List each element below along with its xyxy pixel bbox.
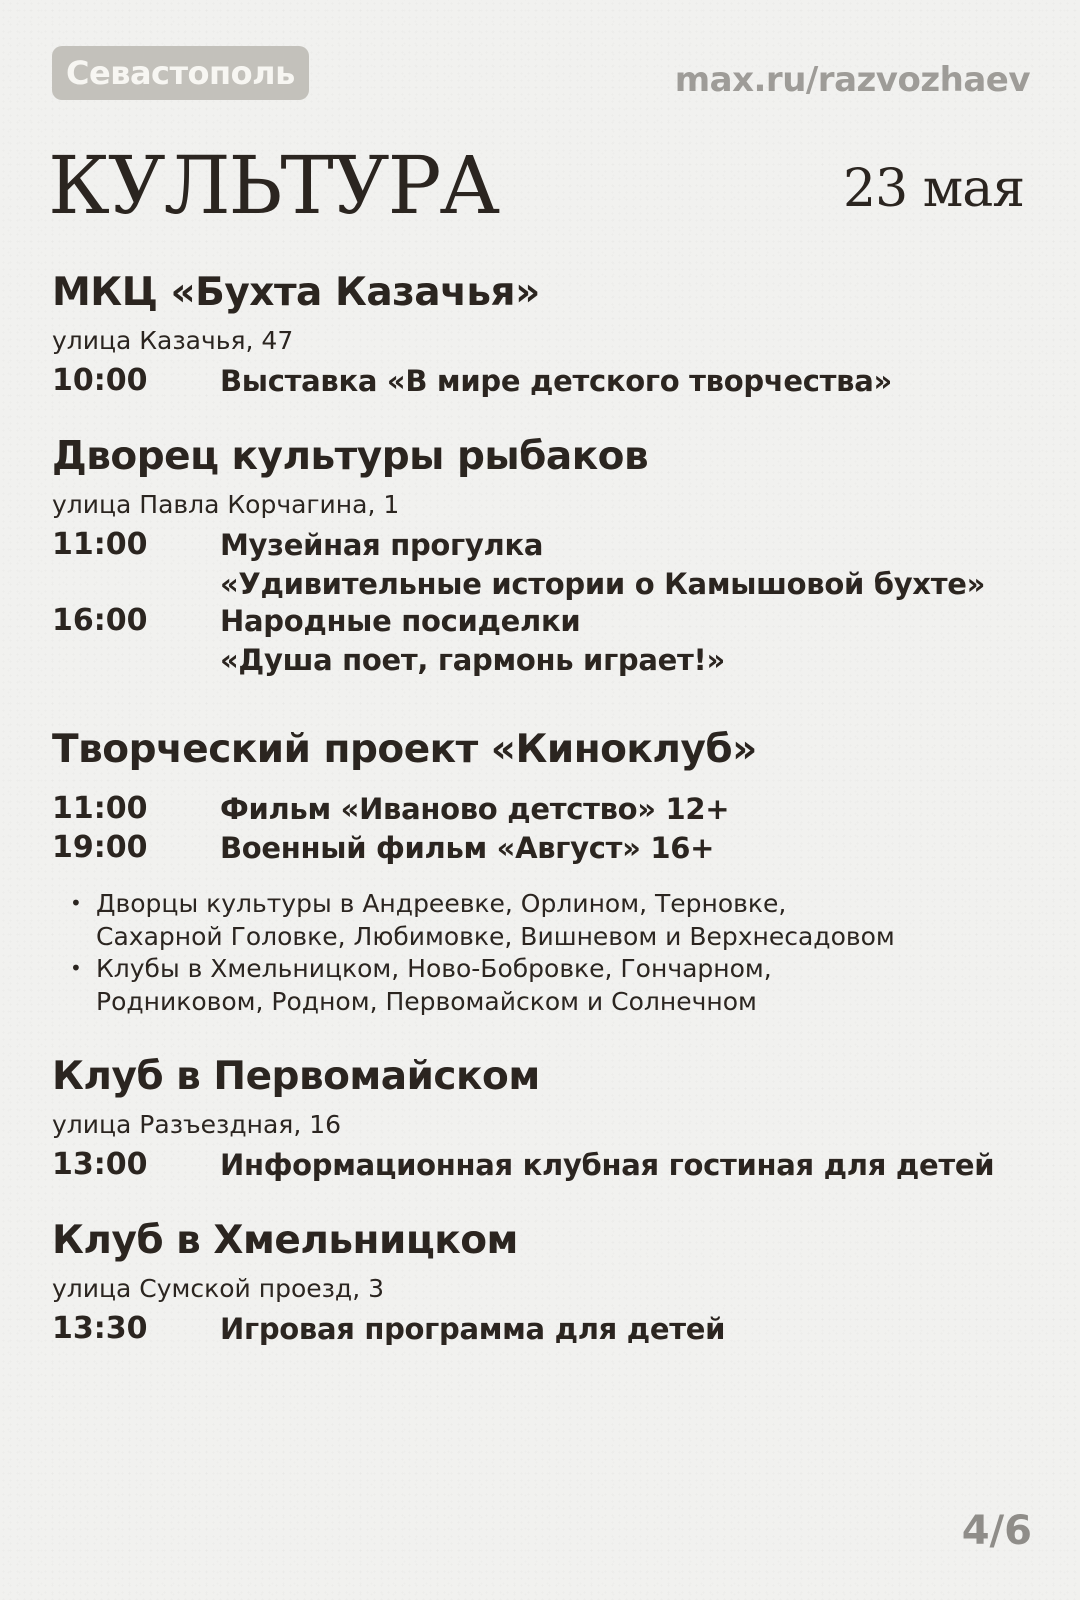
event-time: 13:30	[52, 1311, 148, 1346]
event-time: 11:00	[52, 791, 148, 826]
bullet-item: Дворцы культуры в Андреевке, Орлином, Терновке,	[96, 889, 787, 918]
event-title: Игровая программа для детей	[220, 1312, 726, 1346]
event-time: 10:00	[52, 363, 148, 398]
event-title: Информационная клубная гостиная для детей	[220, 1148, 995, 1182]
event-title-line2: «Удивительные истории о Камышовой бухте»	[220, 567, 986, 601]
page-title: КУЛЬТУРА	[48, 139, 498, 232]
bullet-marker: •	[70, 891, 82, 915]
venue-address: улица Сумской проезд, 3	[52, 1274, 385, 1303]
venue-title: Клуб в Хмельницком	[52, 1218, 518, 1263]
event-title: Выставка «В мире детского творчества»	[220, 364, 892, 398]
venue-title: МКЦ «Бухта Казачья»	[52, 270, 540, 315]
event-time: 19:00	[52, 830, 148, 865]
site-link[interactable]: max.ru/razvozhaev	[674, 60, 1030, 100]
venue-address: улица Павла Корчагина, 1	[52, 490, 400, 519]
page-indicator: 4/6	[961, 1508, 1032, 1554]
venue-title: Дворец культуры рыбаков	[52, 434, 649, 479]
bullet-marker: •	[70, 956, 82, 980]
bullet-item-line2: Родниковом, Родном, Первомайском и Солнечном	[96, 987, 757, 1016]
date-label: 23 мая	[843, 159, 1024, 219]
city-badge: Севастополь	[52, 46, 309, 100]
event-time: 11:00	[52, 527, 148, 562]
event-title: Музейная прогулка	[220, 528, 544, 562]
venue-title: Клуб в Первомайском	[52, 1054, 540, 1099]
venue-title: Творческий проект «Киноклуб»	[52, 727, 757, 772]
event-title-line2: «Душа поет, гармонь играет!»	[220, 643, 725, 677]
venue-address: улица Разъездная, 16	[52, 1110, 342, 1139]
event-time: 16:00	[52, 603, 148, 638]
event-time: 13:00	[52, 1147, 148, 1182]
event-title: Народные посиделки	[220, 604, 581, 638]
venue-address: улица Казачья, 47	[52, 326, 294, 355]
event-title: Военный фильм «Август» 16+	[220, 831, 715, 865]
bullet-item: Клубы в Хмельницком, Ново-Бобровке, Гончарном,	[96, 954, 772, 983]
bullet-item-line2: Сахарной Головке, Любимовке, Вишневом и Верхнесадовом	[96, 922, 895, 951]
event-title: Фильм «Иваново детство» 12+	[220, 792, 730, 826]
